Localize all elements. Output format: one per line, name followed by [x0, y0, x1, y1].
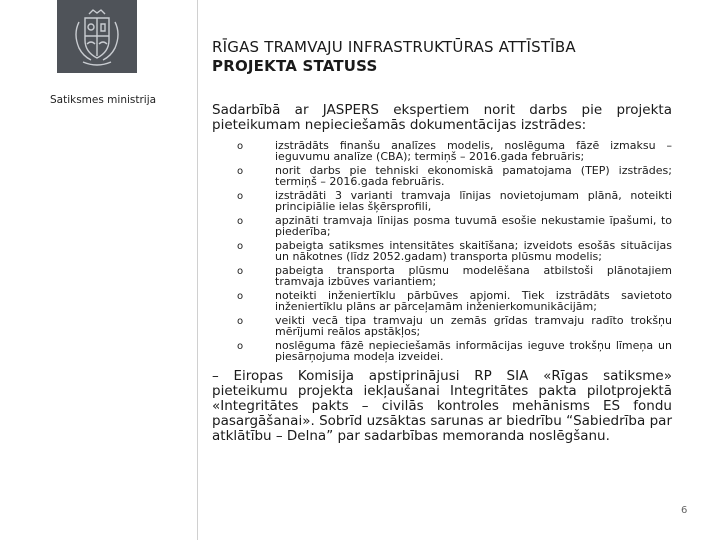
list-item-text: noslēguma fāzē nepieciešamās informācijas ieguve trokšņu līmeņa un piesārņojuma modeļa izveidei.: [275, 339, 672, 363]
list-item: [212, 215, 672, 237]
list-item: [212, 240, 672, 262]
bullet-icon: o: [237, 341, 244, 352]
list-item: [212, 165, 672, 187]
page-title: [212, 38, 692, 76]
list-item: [212, 340, 672, 362]
intro-paragraph: Sadarbībā ar JASPERS ekspertiem norit darbs pie projekta pieteikumam nepieciešamās dokumentācijas izstrādes:: [212, 102, 672, 133]
list-item-text: izstrādāti 3 varianti tramvaja līnijas novietojumam plānā, noteikti principiālie ielas šķērsprofili,: [275, 189, 672, 213]
bullet-icon: o: [237, 191, 244, 202]
bullet-icon: o: [237, 166, 244, 177]
list-item: [212, 315, 672, 337]
steps-list: [212, 140, 672, 362]
title-line-1: RĪGAS TRAMVAJU INFRASTRUKTŪRAS ATTĪSTĪBA: [212, 38, 576, 56]
list-item-text: norit darbs pie tehniski ekonomiskā pamatojama (TEP) izstrādes; termiņš – 2016.gada februāris.: [275, 164, 672, 188]
closing-paragraph: – Eiropas Komisija apstiprinājusi RP SIA «Rīgas satiksme» pieteikumu projekta iekļaušanai Integritātes pakta pilotprojektā «Integritātes pakts – civilās kontroles mehānisms ES fondu pasargāšanai». Sobrīd uzsāktas sarunas ar biedrību “Sabiedrība par atklātību – Delna” par sadarbības memoranda noslēgšanu.: [212, 368, 672, 444]
bullet-icon: o: [237, 291, 244, 302]
divider-line: [197, 0, 198, 540]
list-item: [212, 140, 672, 162]
list-item-text: apzināti tramvaja līnijas posma tuvumā esošie nekustamie īpašumi, to piederība;: [275, 214, 672, 238]
coat-of-arms-logo: [57, 0, 137, 73]
list-item-text: izstrādāts finanšu analīzes modelis, noslēguma fāzē izmaksu – ieguvumu analīze (CBA); termiņš – 2016.gada februāris;: [275, 139, 672, 163]
bullet-icon: o: [237, 316, 244, 327]
list-item: [212, 290, 672, 312]
main-content: [212, 103, 672, 458]
list-item-text: noteikti inženiertīklu pārbūves apjomi. Tiek izstrādāts savietoto inženiertīklu plāns ar pārceļamām inženierkomunikācijām;: [275, 289, 672, 313]
list-item: [212, 265, 672, 287]
list-item-text: pabeigta satiksmes intensitātes skaitīšana; izveidots esošās situācijas un nākotnes (līdz 2052.gadam) transporta plūsmu modelis;: [275, 239, 672, 263]
bullet-icon: o: [237, 216, 244, 227]
ministry-name: Satiksmes ministrija: [50, 94, 157, 106]
list-item: [212, 190, 672, 212]
bullet-icon: o: [237, 266, 244, 277]
bullet-icon: o: [237, 241, 244, 252]
title-line-2: PROJEKTA STATUSS: [212, 57, 378, 75]
bullet-icon: o: [237, 141, 244, 152]
page-number: 6: [681, 505, 688, 516]
list-item-text: pabeigta transporta plūsmu modelēšana atbilstoši plānotajiem tramvaja izbūves variantiem;: [275, 264, 672, 288]
coat-of-arms-icon: [57, 0, 137, 73]
list-item-text: veikti vecā tipa tramvaju un zemās grīdas tramvaju radīto trokšņu mērījumi reālos apstākļos;: [275, 314, 672, 338]
